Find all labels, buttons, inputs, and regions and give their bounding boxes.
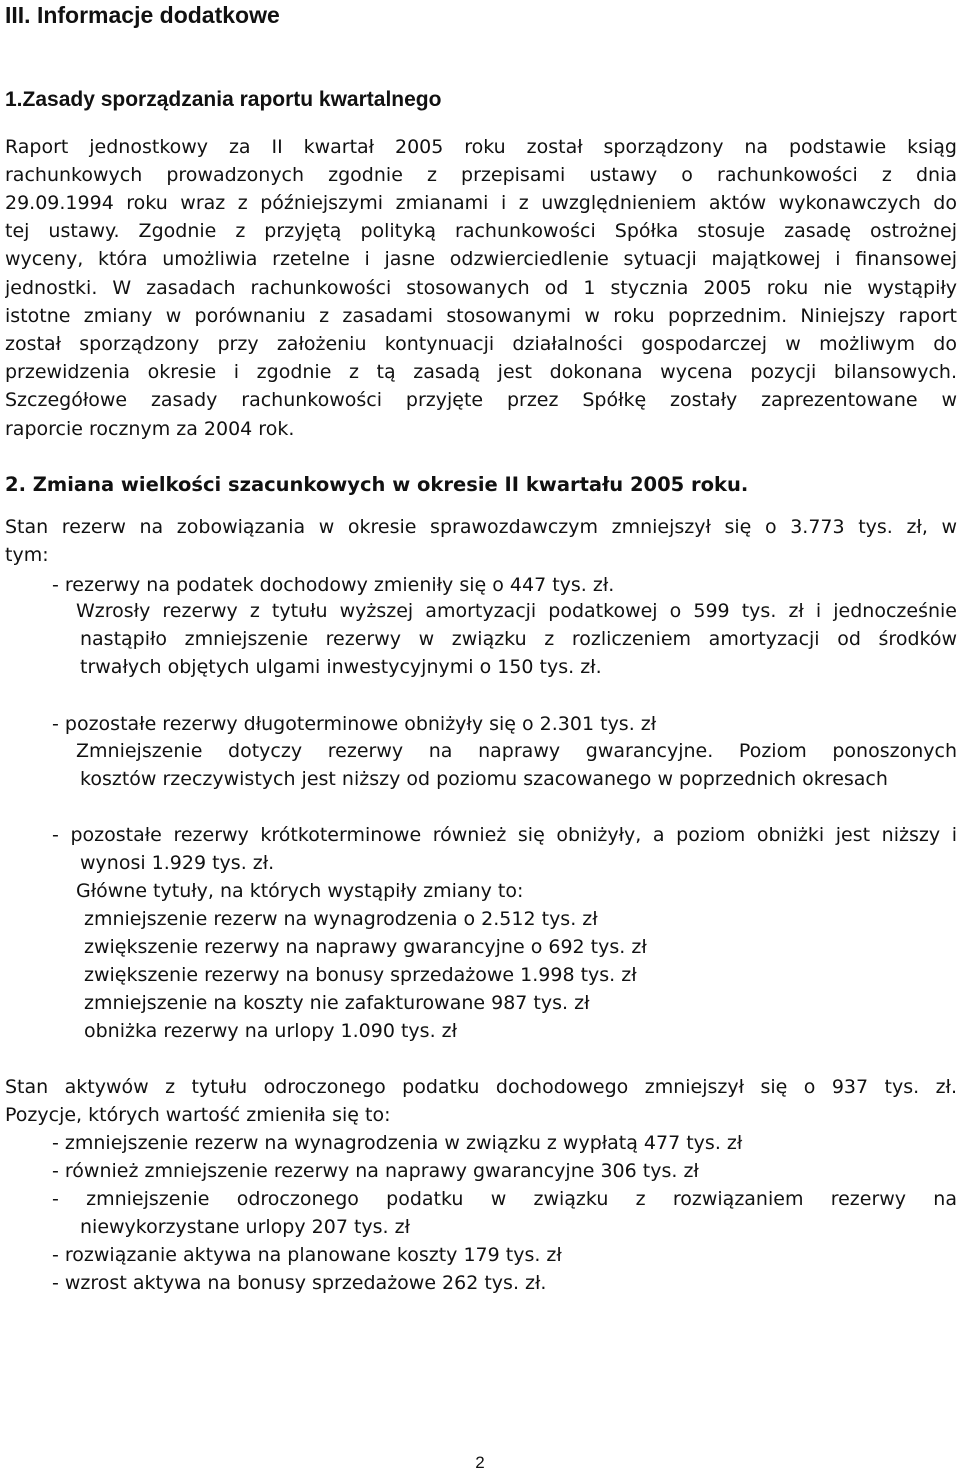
paragraph-line: istotne zmiany w porównaniu z zasadami stosowanymi w roku poprzednim. Niniejszy raport xyxy=(5,305,957,327)
shortterm-item: zwiększenie rezerwy na naprawy gwarancyjne o 692 tys. zł xyxy=(84,936,647,958)
asset-item-continuation: niewykorzystane urlopy 207 tys. zł xyxy=(80,1216,410,1238)
paragraph-line: rachunkowych prowadzonych zgodnie z przepisami ustawy o rachunkowości z dnia xyxy=(5,164,957,186)
list-item-tax-reserve: - rezerwy na podatek dochodowy zmieniły się o 447 tys. zł. xyxy=(52,574,615,596)
indented-line: kosztów rzeczywistych jest niższy od poziomu szacowanego w poprzednich okresach xyxy=(80,768,888,790)
paragraph-line: jednostki. W zasadach rachunkowości stosowanych od 1 stycznia 2005 roku nie wystąpiły xyxy=(5,277,957,299)
shortterm-item: zmniejszenie na koszty nie zafakturowane 987 tys. zł xyxy=(84,992,590,1014)
shortterm-item: zwiększenie rezerwy na bonusy sprzedażowe 1.998 tys. zł xyxy=(84,964,637,986)
list-item-shortterm-reserve: - pozostałe rezerwy krótkoterminowe również się obniżyły, a poziom obniżki jest niższy i xyxy=(52,824,957,846)
subsection-heading-estimates: 2. Zmiana wielkości szacunkowych w okresie II kwartału 2005 roku. xyxy=(5,473,749,496)
paragraph-line: Szczegółowe zasady rachunkowości przyjęte przez Spółkę zostały zaprezentowane w xyxy=(5,389,957,411)
paragraph-line: Pozycje, których wartość zmieniła się to: xyxy=(5,1104,391,1126)
paragraph-line: został sporządzony przy założeniu kontynuacji działalności gospodarczej w możliwym do xyxy=(5,333,957,355)
paragraph-line: 29.09.1994 roku wraz z późniejszymi zmianami i z uwzględnieniem aktów wykonawczych do xyxy=(5,192,957,214)
indented-line: wynosi 1.929 tys. zł. xyxy=(80,852,275,874)
paragraph-line: tej ustawy. Zgodnie z przyjętą polityką rachunkowości Spółka stosuje zasadę ostrożnej xyxy=(5,220,957,242)
shortterm-item: zmniejszenie rezerw na wynagrodzenia o 2.512 tys. zł xyxy=(84,908,598,930)
subsection-heading-principles: 1.Zasady sporządzania raportu kwartalnego xyxy=(5,88,442,111)
indented-line: Główne tytuły, na których wystąpiły zmiany to: xyxy=(76,880,524,902)
paragraph-line: przewidzenia okresie i zgodnie z tą zasadą jest dokonana wycena pozycji bilansowych. xyxy=(5,361,957,383)
asset-item: - zmniejszenie odroczonego podatku w związku z rozwiązaniem rezerwy na xyxy=(52,1188,957,1210)
list-item-longterm-reserve: - pozostałe rezerwy długoterminowe obniżyły się o 2.301 tys. zł xyxy=(52,713,657,735)
indented-line: nastąpiło zmniejszenie rezerwy w związku z rozliczeniem amortyzacji od środków xyxy=(80,628,957,650)
paragraph-line: tym: xyxy=(5,544,49,566)
shortterm-item: obniżka rezerwy na urlopy 1.090 tys. zł xyxy=(84,1020,458,1042)
asset-item: - również zmniejszenie rezerwy na naprawy gwarancyjne 306 tys. zł xyxy=(52,1160,699,1182)
indented-line: trwałych objętych ulgami inwestycyjnymi o 150 tys. zł. xyxy=(80,656,602,678)
section-title: III. Informacje dodatkowe xyxy=(5,2,280,28)
paragraph-line: wyceny, która umożliwia rzetelne i jasne odzwierciedlenie sytuacji majątkowej i finansowej xyxy=(5,248,957,270)
indented-line: Wzrosły rezerwy z tytułu wyższej amortyzacji podatkowej o 599 tys. zł i jednocześnie xyxy=(76,600,957,622)
page-number: 2 xyxy=(475,1453,485,1472)
paragraph-line: raporcie rocznym za 2004 rok. xyxy=(5,418,295,440)
paragraph-line: Stan rezerw na zobowiązania w okresie sprawozdawczym zmniejszył się o 3.773 tys. zł, w xyxy=(5,516,957,538)
asset-item: - wzrost aktywa na bonusy sprzedażowe 262 tys. zł. xyxy=(52,1272,547,1294)
asset-item: - rozwiązanie aktywa na planowane koszty 179 tys. zł xyxy=(52,1244,562,1266)
asset-item: - zmniejszenie rezerw na wynagrodzenia w związku z wypłatą 477 tys. zł xyxy=(52,1132,743,1154)
paragraph-line: Stan aktywów z tytułu odroczonego podatku dochodowego zmniejszył się o 937 tys. zł. xyxy=(5,1076,957,1098)
paragraph-line: Raport jednostkowy za II kwartał 2005 roku został sporządzony na podstawie ksiąg xyxy=(5,136,957,158)
indented-line: Zmniejszenie dotyczy rezerwy na naprawy gwarancyjne. Poziom ponoszonych xyxy=(76,740,957,762)
